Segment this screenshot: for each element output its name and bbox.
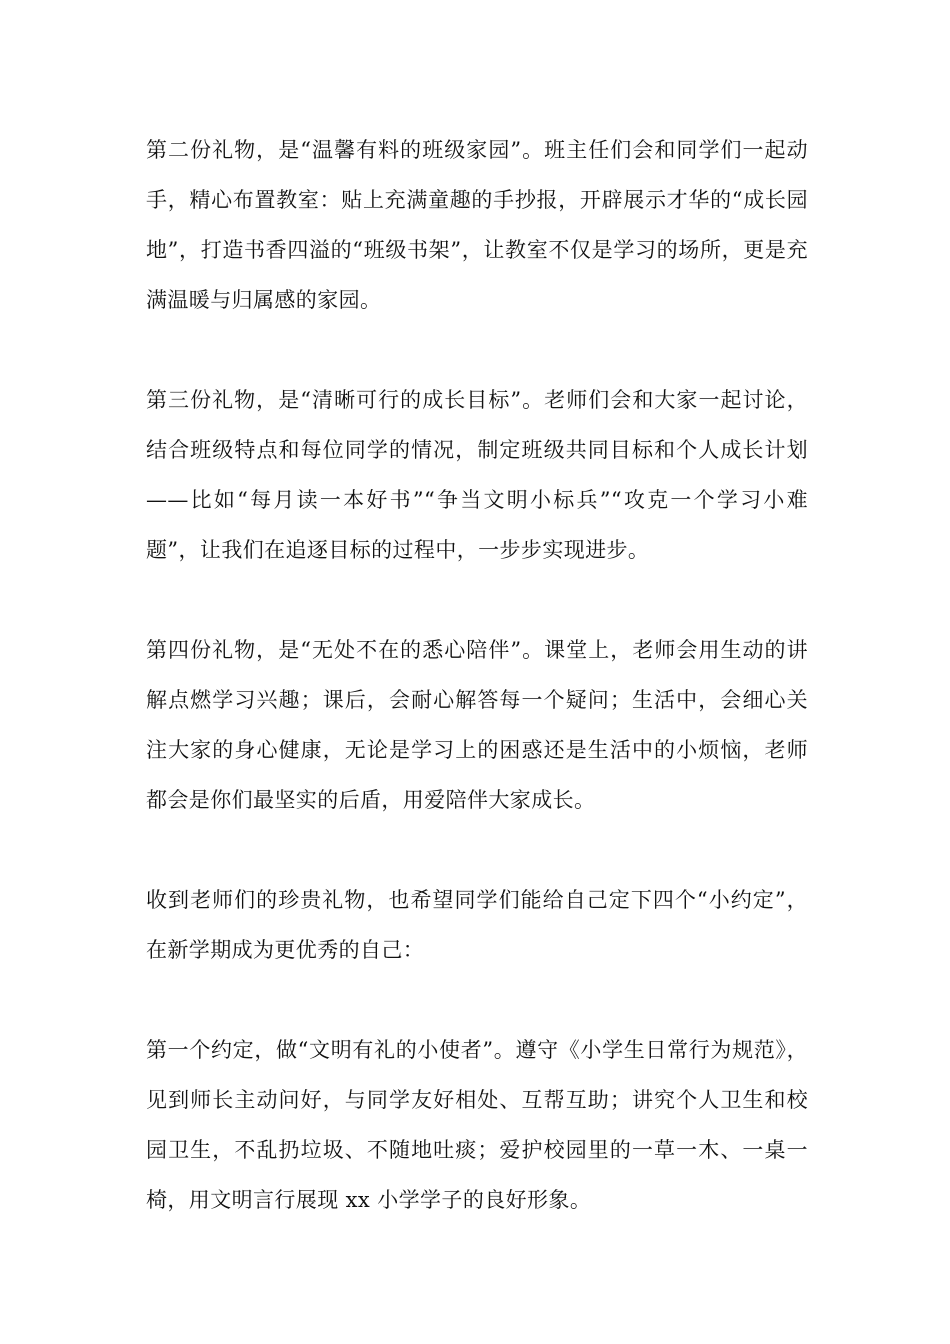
paragraph-third-gift: 第三份礼物，是“清晰可行的成长目标”。老师们会和大家一起讨论，结合班级特点和每位同学的情况，制定班级共同目标和个人成长计划——比如“每月读一本好书”“争当文明小标兵”“攻克一个学习小难题”，让我们在追逐目标的过程中，一步步实现进步。 [146, 388, 808, 562]
document-body [146, 125, 808, 1225]
paragraph-first-promise: 第一个约定，做“文明有礼的小使者”。遵守《小学生日常行为规范》，见到师长主动问好，与同学友好相处、互帮互助；讲究个人卫生和校园卫生，不乱扔垃圾、不随地吐痰；爱护校园里的一草一木、一桌一椅，用文明言行展现 xx 小学学子的良好形象。 [146, 1038, 808, 1212]
paragraph-spacer [146, 325, 808, 375]
paragraph-fourth-gift: 第四份礼物，是“无处不在的悉心陪伴”。课堂上，老师会用生动的讲解点燃学习兴趣；课后，会耐心解答每一个疑问；生活中，会细心关注大家的身心健康，无论是学习上的困惑还是生活中的小烦恼，老师都会是你们最坚实的后盾，用爱陪伴大家成长。 [146, 638, 808, 812]
paragraph-spacer [146, 975, 808, 1025]
paragraph-second-gift: 第二份礼物，是“温馨有料的班级家园”。班主任们会和同学们一起动手，精心布置教室：贴上充满童趣的手抄报，开辟展示才华的“成长园地”，打造书香四溢的“班级书架”，让教室不仅是学习的场所，更是充满温暖与归属感的家园。 [146, 138, 808, 312]
paragraph-spacer [146, 825, 808, 875]
paragraph-promises-intro: 收到老师们的珍贵礼物，也希望同学们能给自己定下四个“小约定”，在新学期成为更优秀的自己： [146, 888, 808, 962]
paragraph-spacer [146, 575, 808, 625]
